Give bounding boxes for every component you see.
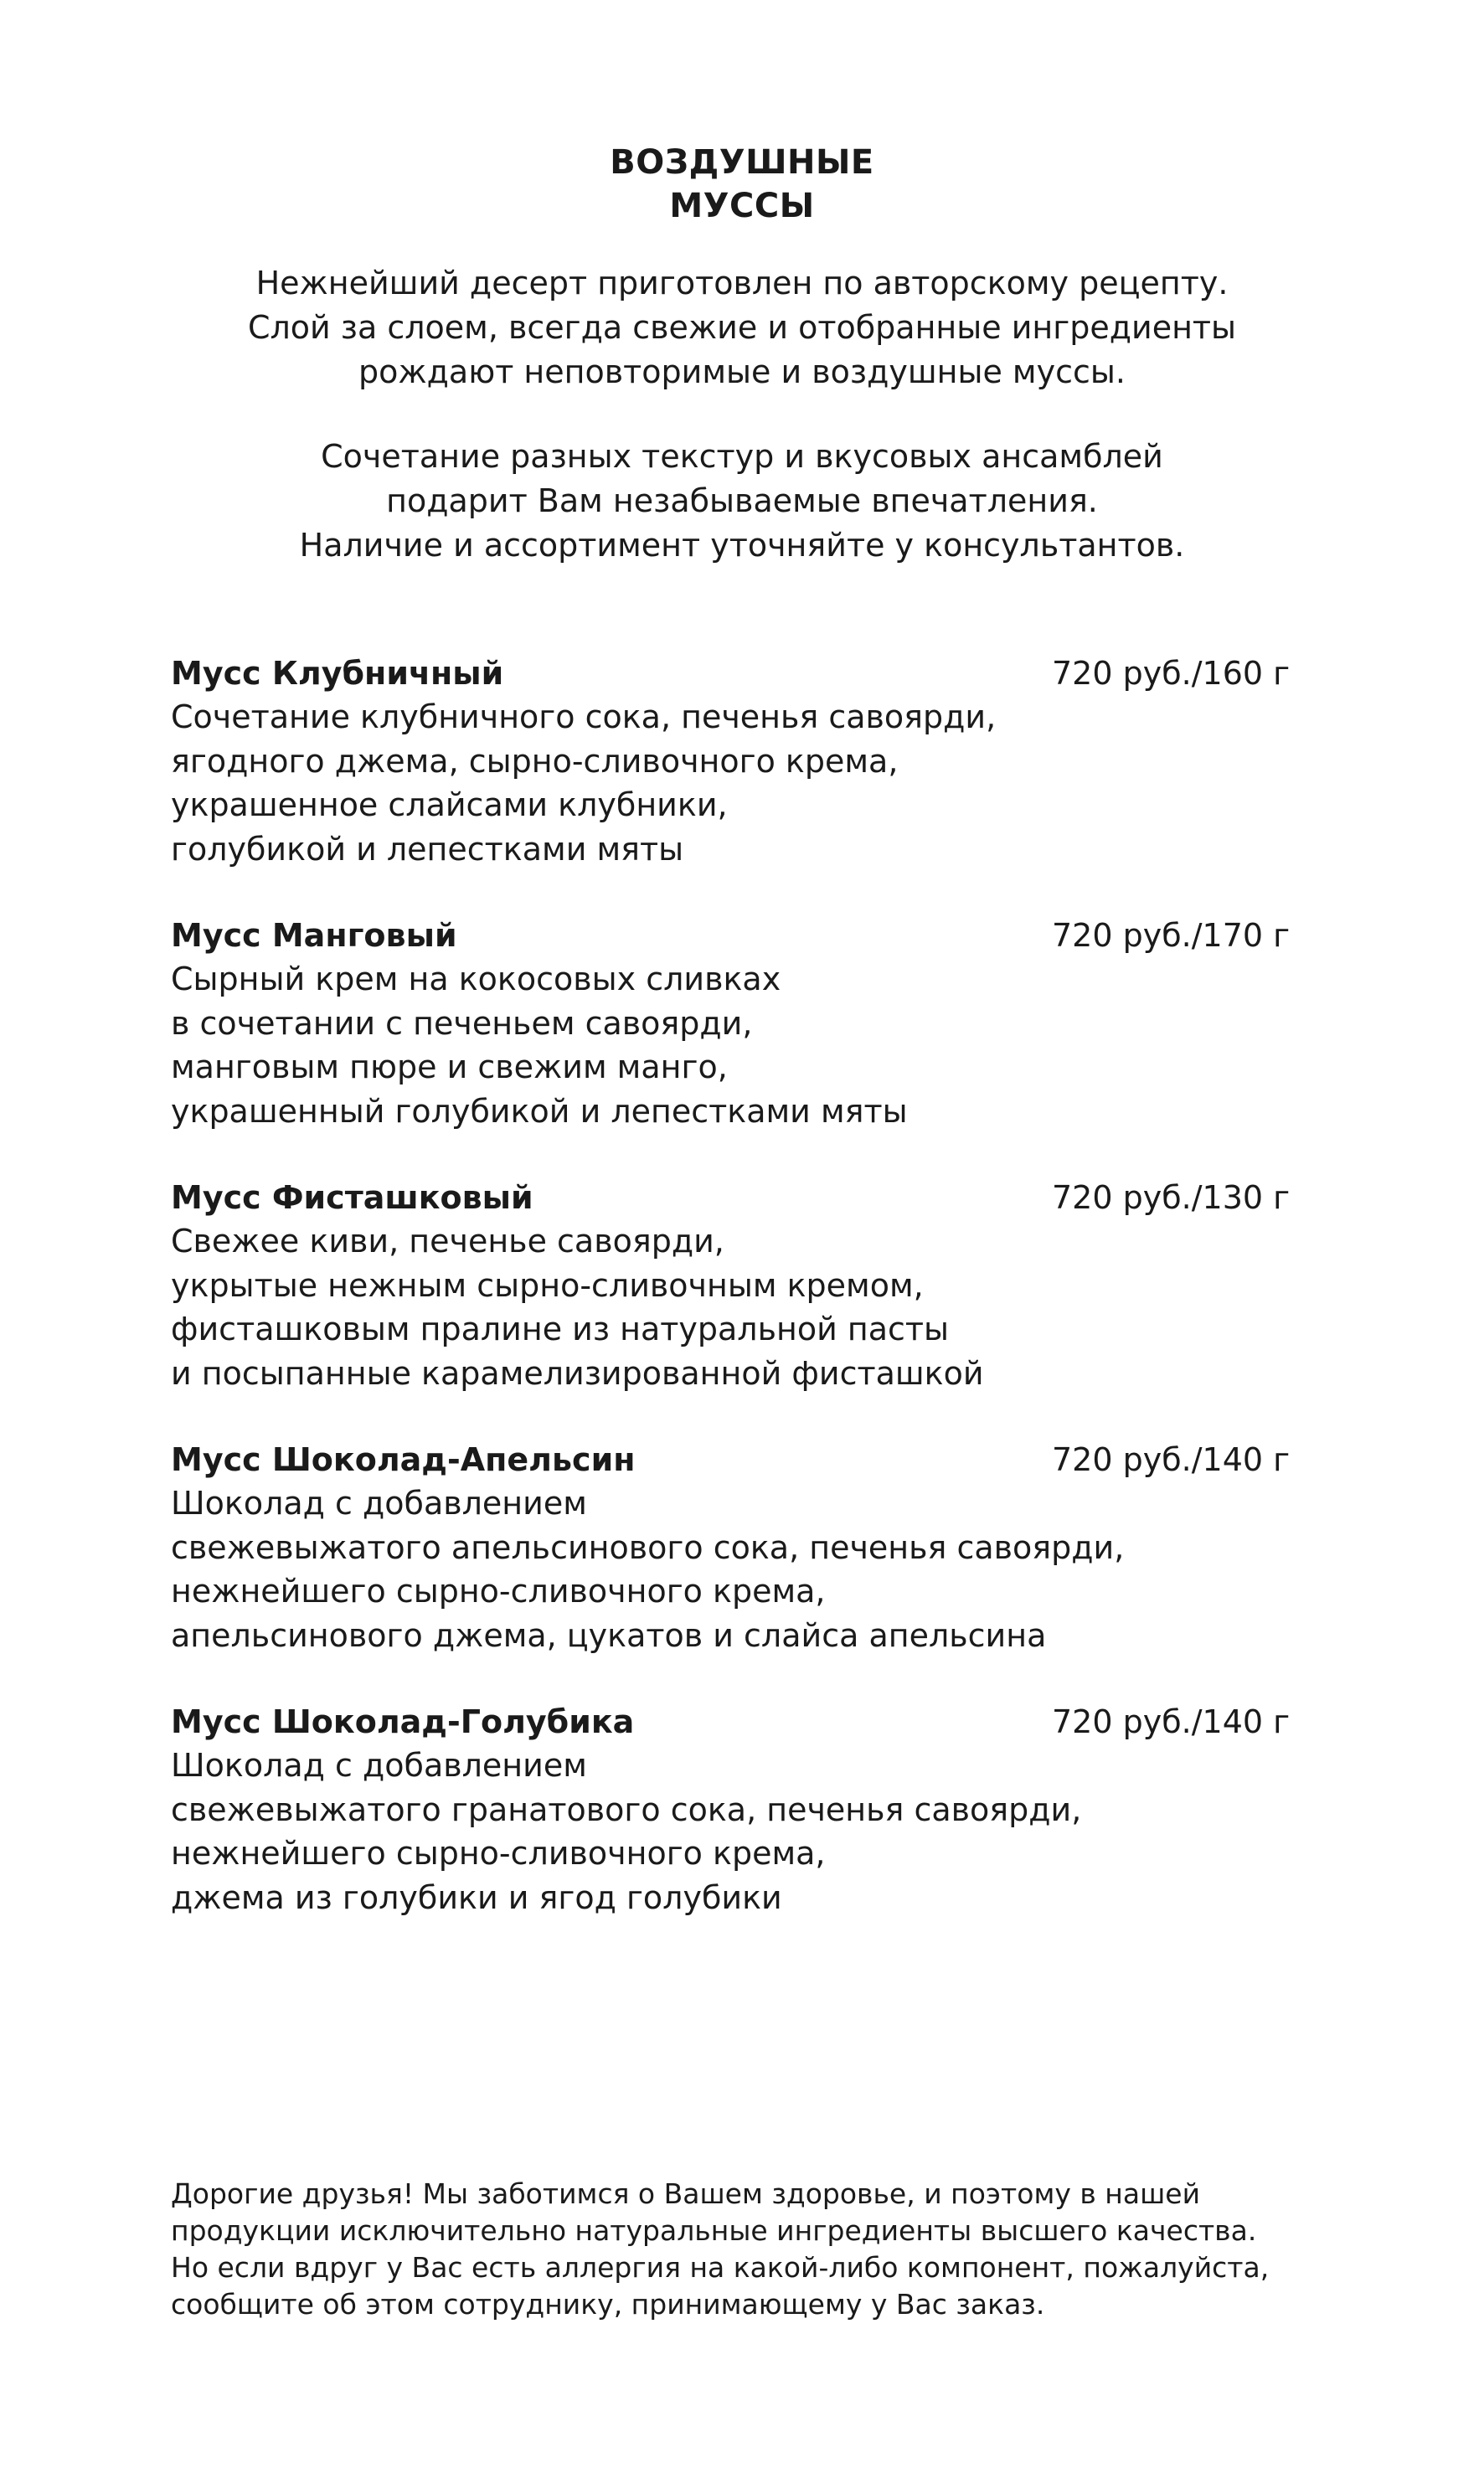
menu-item: [171, 1700, 1327, 1962]
menu-item-price: 720 руб./140 г: [1052, 1441, 1291, 1478]
intro-line: рождают неповторимые и воздушные муссы.: [358, 353, 1126, 390]
menu-item-name: Мусс Фисташковый: [171, 1179, 533, 1216]
notice-line: Но если вдруг у Вас есть аллергия на какой-либо компонент, пожалуйста,: [171, 2251, 1270, 2284]
description-line: нежнейшего сырно-сливочного крема,: [171, 1573, 826, 1610]
intro-line: Нежнейший десерт приготовлен по авторскому рецепту.: [255, 265, 1229, 301]
menu-item-description: [171, 957, 1327, 1133]
menu-item-description: [171, 1744, 1327, 1919]
notice-line: продукции исключительно натуральные ингредиенты высшего качества.: [171, 2214, 1257, 2247]
description-line: фисташковым пралине из натуральной пасты: [171, 1311, 950, 1347]
intro-line: Наличие и ассортимент уточняйте у консультантов.: [299, 527, 1185, 564]
menu-item-price: 720 руб./140 г: [1052, 1703, 1291, 1740]
description-line: украшенное слайсами клубники,: [171, 786, 728, 823]
menu-item-name: Мусс Манговый: [171, 917, 457, 954]
description-line: и посыпанные карамелизированной фисташкой: [171, 1354, 984, 1392]
menu-item-price: 720 руб./170 г: [1052, 917, 1291, 954]
menu-item-price: 720 руб./130 г: [1052, 1179, 1291, 1216]
description-line: свежевыжатого апельсинового сока, печенья савоярди,: [171, 1528, 1125, 1566]
page-title-line-1: ВОЗДУШНЫЕ: [610, 143, 874, 182]
menu-item-name: Мусс Шоколад-Голубика: [171, 1703, 635, 1740]
paragraph-spacer: [0, 394, 1484, 435]
menu-item: [171, 914, 1327, 1176]
description-line: Шоколад с добавлением: [171, 1747, 587, 1784]
intro-line: Слой за слоем, всегда свежие и отобранные ингредиенты: [247, 309, 1237, 346]
description-line: Сырный крем на кокосовых сливках: [171, 961, 781, 997]
description-line: украшенный голубикой и лепестками мяты: [171, 1092, 908, 1130]
menu-item-price: 720 руб./160 г: [1052, 655, 1291, 692]
description-line: голубикой и лепестками мяты: [171, 830, 684, 868]
description-line: ягодного джема, сырно-сливочного крема,: [171, 742, 899, 780]
menu-item: [171, 652, 1327, 914]
page-title-line-2: МУССЫ: [669, 187, 815, 225]
description-line: манговым пюре и свежим манго,: [171, 1048, 728, 1085]
description-line: укрытые нежным сырно-сливочным кремом,: [171, 1266, 924, 1304]
description-line: свежевыжатого гранатового сока, печенья савоярди,: [171, 1790, 1082, 1828]
description-line: джема из голубики и ягод голубики: [171, 1878, 782, 1916]
menu-item-description: [171, 695, 1327, 871]
menu-item: [171, 1438, 1327, 1700]
description-line: Шоколад с добавлением: [171, 1485, 587, 1522]
menu-item-name: Мусс Шоколад-Апельсин: [171, 1441, 636, 1478]
intro-text: [0, 261, 1484, 568]
intro-line: подарит Вам незабываемые впечатления.: [386, 482, 1098, 519]
menu-item-description: [171, 1481, 1327, 1657]
intro-line: Сочетание разных текстур и вкусовых ансамблей: [321, 438, 1163, 475]
allergy-notice: [171, 2176, 1343, 2323]
description-line: Сочетание клубничного сока, печенья савоярди,: [171, 698, 997, 735]
menu-item-description: [171, 1219, 1327, 1395]
description-line: апельсинового джема, цукатов и слайса апельсина: [171, 1616, 1047, 1654]
menu-item: [171, 1176, 1327, 1438]
notice-line: сообщите об этом сотруднику, принимающему у Вас заказ.: [171, 2288, 1045, 2321]
page-title: [0, 141, 1484, 228]
notice-line: Дорогие друзья! Мы заботимся о Вашем здоровье, и поэтому в нашей: [171, 2177, 1201, 2210]
menu-item-name: Мусс Клубничный: [171, 655, 504, 692]
description-line: Свежее киви, печенье савоярди,: [171, 1223, 724, 1260]
description-line: нежнейшего сырно-сливочного крема,: [171, 1835, 826, 1872]
description-line: в сочетании с печеньем савоярди,: [171, 1004, 753, 1042]
menu-list: [171, 652, 1327, 1962]
